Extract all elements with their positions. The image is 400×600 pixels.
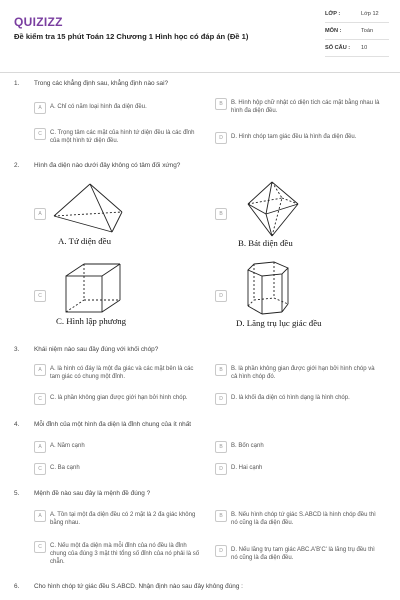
quiz-title: Đề kiểm tra 15 phút Toán 12 Chương 1 Hình học có đáp án (Đề 1)	[14, 32, 249, 41]
option-text: C. Ba cạnh	[50, 465, 80, 471]
option-letter: C	[34, 290, 46, 302]
hexagonal-prism-figure	[244, 260, 294, 318]
cube-figure	[64, 262, 122, 314]
meta-count	[325, 40, 389, 57]
option-text: A. Chỉ có năm loại hình đa diện đều.	[50, 104, 147, 110]
option-letter: D	[215, 290, 227, 302]
option-text: C. Trọng tâm các mặt của hình tứ diện đều là các đỉnh của một hình tứ diện đều.	[50, 130, 195, 144]
question-text: Mệnh đề nào sau đây là mệnh đề đúng ?	[34, 490, 151, 497]
tetrahedron-figure	[52, 182, 124, 234]
option-letter: A	[34, 510, 46, 522]
option-text: C. Nếu một đa diện mà mỗi đỉnh của nó đều là đỉnh chung của đúng 3 mặt thì tổng số đỉnh của nó phải là số chẵn.	[50, 543, 200, 565]
question-number: 2.	[14, 162, 20, 169]
option-text: D. Nếu lăng trụ tam giác ABC.A'B'C' là lăng trụ đều thì nó cũng là đa diện đều.	[231, 547, 375, 561]
option-letter: B	[215, 208, 227, 220]
option-letter: B	[215, 510, 227, 522]
question-number: 6.	[14, 583, 20, 590]
octahedron-figure	[244, 180, 302, 238]
meta-label: SỐ CÂU :	[325, 45, 351, 51]
option-letter: A	[34, 102, 46, 114]
question-text: Cho hình chóp tứ giác đều S.ABCD. Nhận định nào sau đây không đúng :	[34, 583, 243, 590]
meta-value: Toán	[361, 28, 374, 34]
meta-subject	[325, 23, 389, 40]
figure-caption: B. Bát diện đều	[238, 238, 293, 248]
question-text: Mỗi đỉnh của một hình đa diện là đỉnh chung của ít nhất	[34, 421, 192, 428]
question-text: Khái niệm nào sau đây đúng với khối chóp?	[34, 346, 159, 353]
option-text: D. Hai cạnh	[231, 465, 263, 471]
question-number: 4.	[14, 421, 20, 428]
option-text: A. Năm cạnh	[50, 443, 85, 449]
meta-value: 10	[361, 45, 368, 51]
option-text: B. Hình hộp chữ nhật có diện tích các mặt bằng nhau là hình đa diện đều.	[231, 100, 380, 114]
option-letter: A	[34, 441, 46, 453]
option-letter: C	[34, 463, 46, 475]
meta-label: MÔN :	[325, 28, 342, 34]
header	[0, 0, 400, 73]
figure-caption: C. Hình lập phương	[56, 316, 127, 326]
meta-label: LỚP :	[325, 11, 341, 17]
option-letter: C	[34, 393, 46, 405]
option-text: D. Hình chóp tam giác đều là hình đa diện đều.	[231, 134, 357, 140]
option-text: A. là hình có đáy là một đa giác và các mặt bên là các tam giác có chung một đỉnh.	[50, 366, 194, 380]
option-letter: C	[34, 128, 46, 140]
option-text: B. Bốn cạnh	[231, 443, 264, 449]
question-text: Trong các khẳng định sau, khẳng định nào sai?	[34, 80, 169, 87]
question-number: 5.	[14, 490, 20, 497]
option-text: D. là khối đa diện có hình dạng là hình chóp.	[231, 395, 350, 401]
option-text: C. là phần không gian được giới hạn bởi hình chóp.	[50, 395, 188, 401]
option-letter: D	[215, 463, 227, 475]
option-text: B. Nếu hình chóp tứ giác S.ABCD là hình chóp đều thì nó cũng là đa diện đều.	[231, 512, 376, 526]
option-letter: D	[215, 393, 227, 405]
quiz-meta	[325, 6, 389, 57]
meta-class	[325, 6, 389, 23]
option-letter: A	[34, 364, 46, 376]
option-text: A. Tồn tại một đa diện đều có 2 mặt là 2 đa giác không bằng nhau.	[50, 512, 196, 526]
quizizz-logo: QUIZIZZ	[14, 15, 63, 29]
option-letter: B	[215, 364, 227, 376]
option-letter: A	[34, 208, 46, 220]
option-letter: D	[215, 545, 227, 557]
option-text: B. là phần không gian được giới hạn bởi hình chóp và cả hình chóp đó.	[231, 366, 375, 380]
option-letter: C	[34, 541, 46, 553]
figure-caption: A. Tứ diện đều	[58, 236, 111, 246]
question-number: 3.	[14, 346, 20, 353]
meta-value: Lớp 12	[361, 11, 379, 17]
option-letter: D	[215, 132, 227, 144]
figure-caption: D. Lăng trụ lục giác đều	[236, 318, 322, 328]
question-number: 1.	[14, 80, 20, 87]
option-letter: B	[215, 441, 227, 453]
question-text: Hình đa diện nào dưới đây không có tâm đối xứng?	[34, 162, 181, 169]
option-letter: B	[215, 98, 227, 110]
